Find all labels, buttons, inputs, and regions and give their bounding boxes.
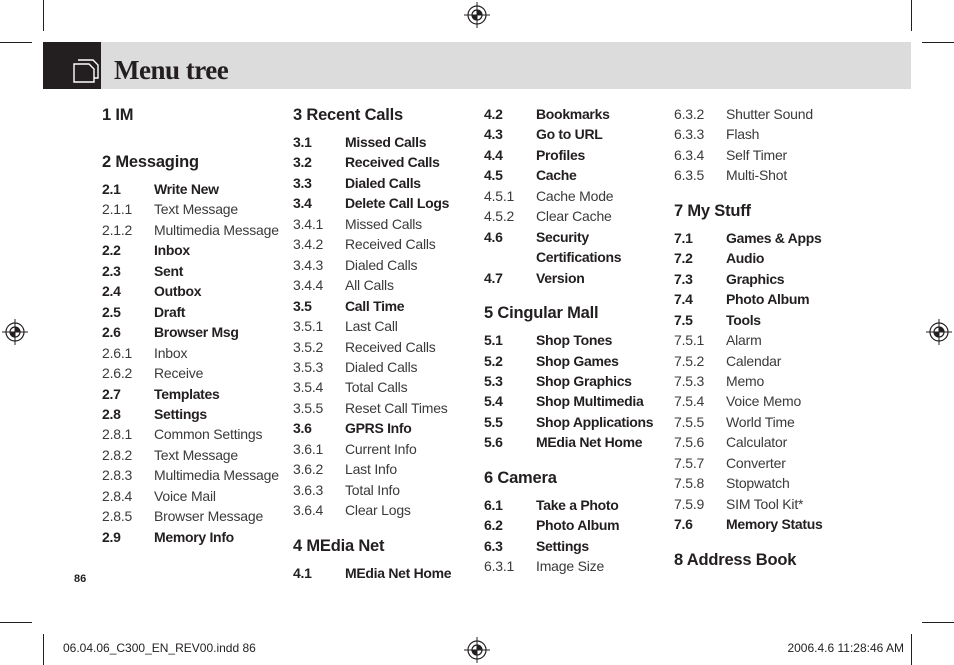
- menu-entry-label: Calendar: [726, 352, 782, 369]
- menu-entry-label: Current Info: [345, 440, 417, 457]
- section-heading: 1 IM: [102, 106, 134, 124]
- menu-entry-number: 3.6.1: [293, 440, 324, 457]
- menu-entry-number: 3.6.2: [293, 461, 324, 478]
- menu-entry-number: 2.8.2: [102, 446, 133, 463]
- menu-entry-label: Flash: [726, 126, 760, 143]
- menu-entry-label: Photo Album: [536, 517, 620, 534]
- menu-entry-label: Reset Call Times: [345, 399, 448, 416]
- menu-entry-label: Version: [536, 269, 585, 286]
- menu-entry-label: SIM Tool Kit*: [726, 495, 804, 512]
- menu-entry-number: 7.5.2: [674, 352, 705, 369]
- menu-entry-label: Shop Applications: [536, 413, 654, 430]
- menu-entry-label: Shutter Sound: [726, 106, 813, 122]
- menu-entry-number: 4.4: [484, 146, 503, 163]
- menu-entry-number: 2.1: [102, 181, 121, 197]
- menu-entry-number: 2.8.5: [102, 508, 133, 525]
- menu-entry-number: 3.6.3: [293, 481, 324, 498]
- menu-entry-label: Last Call: [345, 318, 398, 335]
- menu-entry-number: 3.3: [293, 174, 312, 191]
- menu-entry-label: Settings: [154, 405, 207, 422]
- menu-entry-label: Image Size: [536, 558, 605, 575]
- menu-entry-number: 2.1.1: [102, 201, 133, 218]
- menu-entry-label: Stopwatch: [726, 475, 790, 492]
- menu-entry-number: 3.5.3: [293, 358, 324, 375]
- crop-mark: [911, 634, 912, 665]
- menu-entry-label: All Calls: [345, 277, 394, 294]
- menu-entry-label: Draft: [154, 303, 186, 320]
- menu-entry-label: Photo Album: [726, 291, 810, 308]
- menu-entry-number: 4.7: [484, 269, 503, 286]
- menu-entry-number: 3.6.4: [293, 502, 324, 519]
- menu-entry-number: 5.4: [484, 393, 503, 410]
- menu-entry-number: 2.6.2: [102, 365, 133, 382]
- menu-entry-label: Clear Cache: [536, 208, 612, 225]
- menu-entry-number: 4.6: [484, 228, 503, 245]
- menu-entry-label: Shop Multimedia: [536, 393, 644, 410]
- menu-entry-number: 3.5.2: [293, 338, 324, 355]
- menu-entry-number: 7.5.5: [674, 413, 705, 430]
- menu-entry-label: Clear Logs: [345, 502, 411, 519]
- menu-entry-label: Total Calls: [345, 379, 408, 396]
- menu-entry-number: 4.1: [293, 564, 312, 581]
- menu-entry-label: Alarm: [726, 332, 762, 349]
- menu-entry-label: Common Settings: [154, 426, 263, 443]
- crop-mark: [0, 622, 32, 623]
- section-heading: 7 My Stuff: [674, 201, 751, 220]
- menu-entry-label: Go to URL: [536, 126, 603, 143]
- menu-entry-label: Call Time: [345, 297, 405, 314]
- menu-entry-number: 2.2: [102, 242, 121, 259]
- menu-entry-label: Voice Memo: [726, 393, 802, 410]
- menu-entry-number: 5.6: [484, 434, 503, 451]
- menu-entry-number: 7.5.3: [674, 372, 705, 389]
- menu-entry-label: Security: [536, 228, 589, 245]
- crop-mark: [922, 42, 954, 43]
- menu-entry-label: Delete Call Logs: [345, 195, 450, 212]
- menu-entry-label: Calculator: [726, 434, 788, 451]
- section-heading: 5 Cingular Mall: [484, 304, 599, 323]
- menu-entry-number: 7.5.6: [674, 434, 705, 451]
- menu-entry-number: 3.5: [293, 297, 312, 314]
- menu-entry-label: MEdia Net Home: [536, 434, 643, 451]
- crop-mark: [43, 0, 44, 31]
- page-title: Menu tree: [114, 55, 229, 85]
- registration-mark-icon: [464, 2, 490, 28]
- menu-entry-label: Total Info: [345, 481, 400, 498]
- menu-entry-label: MEdia Net Home: [345, 564, 452, 581]
- menu-entry-number: 2.8.1: [102, 426, 133, 443]
- menu-entry-label: Dialed Calls: [345, 256, 418, 273]
- menu-entry-number: 4.5: [484, 167, 503, 184]
- menu-entry-number: 4.3: [484, 126, 503, 143]
- menu-entry-label: Memory Info: [154, 528, 234, 545]
- menu-entry-number: 3.6: [293, 420, 312, 437]
- menu-entry-label: World Time: [726, 413, 795, 430]
- page-number: 86: [74, 573, 87, 585]
- menu-entry-number: 3.5.1: [293, 318, 324, 335]
- menu-entry-label: Memory Status: [726, 516, 823, 533]
- menu-entry-number: 6.3.3: [674, 126, 705, 143]
- menu-entry-number: 7.5.7: [674, 454, 705, 471]
- menu-entry-number: 2.6.1: [102, 344, 133, 361]
- menu-entry-label: Settings: [536, 537, 589, 554]
- menu-entry-label: Self Timer: [726, 146, 788, 163]
- menu-entry-number: 7.5.4: [674, 393, 705, 410]
- menu-entry-label: Inbox: [154, 344, 188, 361]
- menu-entry-label: Text Message: [154, 201, 238, 218]
- menu-entry-label: Certifications: [536, 249, 622, 266]
- registration-mark-icon: [926, 319, 952, 345]
- menu-entry-label: Received Calls: [345, 338, 436, 355]
- section-heading: 2 Messaging: [102, 153, 199, 171]
- menu-entry-label: Cache: [536, 167, 577, 184]
- menu-entry-label: Templates: [154, 385, 220, 402]
- menu-entry-number: 6.3.5: [674, 167, 705, 184]
- menu-entry-number: 3.4.1: [293, 215, 324, 232]
- menu-entry-label: Text Message: [154, 446, 238, 463]
- crop-mark: [922, 622, 954, 623]
- menu-entry-label: Dialed Calls: [345, 358, 418, 375]
- menu-entry-number: 7.5.9: [674, 495, 705, 512]
- menu-entry-label: Last Info: [345, 461, 397, 478]
- menu-entry-number: 2.7: [102, 385, 121, 402]
- menu-entry-label: Browser Msg: [154, 324, 239, 341]
- menu-entry-label: Cache Mode: [536, 187, 614, 204]
- menu-entry-number: 3.5.4: [293, 379, 324, 396]
- menu-entry-number: 2.1.2: [102, 221, 133, 238]
- menu-entry-label: Take a Photo: [536, 496, 619, 513]
- menu-entry-label: Inbox: [154, 242, 190, 259]
- menu-entry-label: Converter: [726, 454, 786, 471]
- menu-entry-number: 3.4.2: [293, 236, 324, 253]
- menu-entry-number: 7.5.8: [674, 475, 705, 492]
- menu-entry-label: Voice Mail: [154, 487, 216, 504]
- menu-entry-number: 6.3.4: [674, 146, 705, 163]
- menu-entry-number: 3.4.4: [293, 277, 324, 294]
- menu-entry-number: 5.5: [484, 413, 503, 430]
- section-heading: 3 Recent Calls: [293, 106, 404, 124]
- menu-entry-label: Received Calls: [345, 154, 440, 171]
- menu-entry-label: Dialed Calls: [345, 174, 421, 191]
- registration-mark-icon: [2, 319, 28, 345]
- menu-entry-number: 6.3: [484, 537, 503, 554]
- menu-entry-label: Receive: [154, 365, 204, 382]
- menu-entry-label: Multimedia Message: [154, 221, 279, 238]
- menu-entry-number: 6.2: [484, 517, 503, 534]
- menu-entry-number: 6.3.2: [674, 106, 705, 122]
- menu-entry-label: Received Calls: [345, 236, 436, 253]
- menu-entry-label: Multi-Shot: [726, 167, 788, 184]
- section-heading: 8 Address Book: [674, 550, 797, 569]
- document-icon: [72, 58, 102, 84]
- menu-entry-number: 7.4: [674, 291, 693, 308]
- menu-entry-number: 2.8.3: [102, 467, 133, 484]
- menu-entry-number: 6.1: [484, 496, 503, 513]
- menu-entry-label: Bookmarks: [536, 106, 610, 122]
- menu-entry-number: 7.3: [674, 270, 693, 287]
- menu-entry-number: 7.5.1: [674, 332, 705, 349]
- menu-entry-number: 7.2: [674, 250, 693, 267]
- menu-entry-label: Shop Games: [536, 352, 619, 369]
- menu-entry-label: Missed Calls: [345, 134, 427, 150]
- footer-timestamp: 2006.4.6 11:28:46 AM: [787, 641, 904, 655]
- menu-entry-label: Graphics: [726, 270, 785, 287]
- menu-entry-label: Missed Calls: [345, 215, 422, 232]
- menu-entry-number: 6.3.1: [484, 558, 515, 575]
- menu-entry-label: Tools: [726, 311, 761, 328]
- menu-entry-number: 5.1: [484, 332, 503, 349]
- crop-mark: [0, 42, 32, 43]
- menu-entry-label: Shop Graphics: [536, 372, 632, 389]
- menu-entry-label: Browser Message: [154, 508, 264, 525]
- registration-mark-icon: [464, 637, 490, 663]
- menu-entry-number: 5.2: [484, 352, 503, 369]
- menu-entry-number: 2.9: [102, 528, 121, 545]
- section-heading: 6 Camera: [484, 468, 557, 487]
- menu-entry-number: 5.3: [484, 372, 503, 389]
- menu-entry-label: GPRS Info: [345, 420, 412, 437]
- menu-entry-number: 2.5: [102, 303, 121, 320]
- section-heading: 4 MEdia Net: [293, 536, 385, 555]
- menu-entry-number: 3.2: [293, 154, 312, 171]
- menu-entry-number: 2.3: [102, 262, 121, 279]
- menu-entry-number: 7.1: [674, 229, 693, 246]
- menu-entry-number: 2.8: [102, 405, 121, 422]
- footer-filename: 06.04.06_C300_EN_REV00.indd 86: [63, 641, 256, 655]
- crop-mark: [43, 634, 44, 665]
- menu-entry-label: Profiles: [536, 146, 585, 163]
- menu-entry-label: Games & Apps: [726, 229, 822, 246]
- menu-entry-label: Sent: [154, 262, 184, 279]
- menu-entry-number: 7.5: [674, 311, 693, 328]
- menu-entry-number: 2.8.4: [102, 487, 133, 504]
- menu-entry-label: Shop Tones: [536, 332, 613, 349]
- menu-entry-number: 3.4.3: [293, 256, 324, 273]
- menu-entry-number: 3.1: [293, 134, 312, 150]
- menu-entry-number: 4.5.1: [484, 187, 515, 204]
- menu-entry-label: Audio: [726, 250, 765, 267]
- crop-mark: [911, 0, 912, 31]
- menu-entry-number: 3.4: [293, 195, 312, 212]
- menu-entry-number: 3.5.5: [293, 399, 324, 416]
- menu-entry-label: Write New: [154, 181, 219, 197]
- menu-entry-label: Outbox: [154, 283, 202, 300]
- menu-entry-label: Multimedia Message: [154, 467, 279, 484]
- menu-entry-number: 7.6: [674, 516, 693, 533]
- menu-entry-number: 2.4: [102, 283, 121, 300]
- menu-entry-label: Memo: [726, 372, 765, 389]
- menu-entry-number: 4.2: [484, 106, 503, 122]
- menu-entry-number: 2.6: [102, 324, 121, 341]
- menu-entry-number: 4.5.2: [484, 208, 515, 225]
